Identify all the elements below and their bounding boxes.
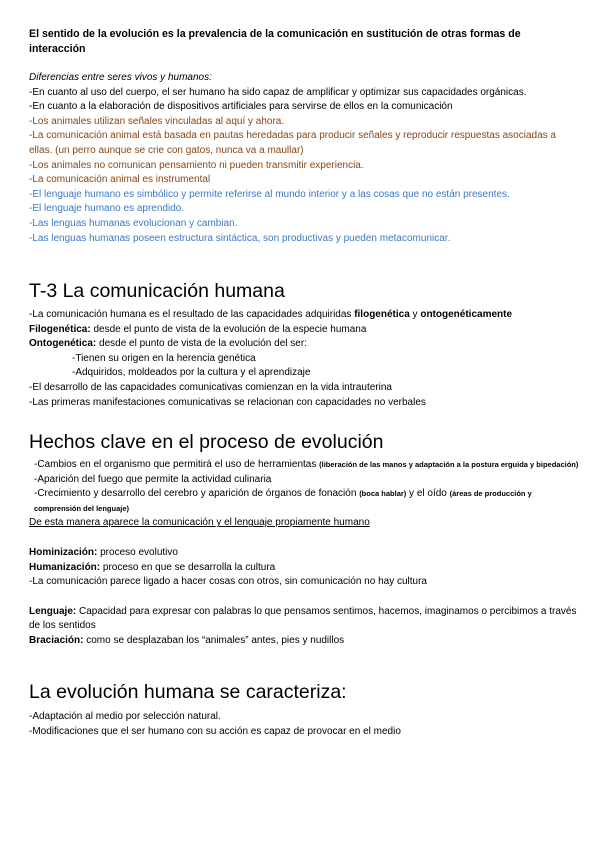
- hechos-line-cambios: [29, 458, 580, 473]
- difference-line: -En cuanto a la elaboración de dispositivos artificiales para servirse de ellos en la comunicación: [29, 101, 453, 113]
- t3-term-ontogeneticamente: ontogenéticamente: [420, 309, 513, 320]
- onto-term: Ontogenética:: [29, 338, 97, 350]
- differences-heading: Diferencias entre seres vivos y humanos:: [29, 72, 212, 83]
- hum-text: proceso en que se desarrolla la cultura: [100, 561, 276, 573]
- difference-line: -La comunicación animal está basada en pautas heredadas para producir señales y reproducir respuestas asociadas a ellas. (un perro aunque se crie con gatos, nunca va a maullar): [29, 130, 556, 156]
- difference-line: -Los animales no comunican pensamiento ni pueden transmitir experiencia.: [29, 159, 364, 171]
- document-title-block: [29, 27, 580, 57]
- hechos-l3-note2: (áreas de producción y comprensión del lenguaje): [34, 489, 532, 513]
- document-title: El sentido de la evolución es la prevalencia de la comunicación en sustitución de otras formas de interacción: [29, 28, 521, 55]
- def-lenguaje: [29, 605, 580, 634]
- def-humanizacion: [29, 561, 580, 576]
- t3-def-filogenetica: [29, 323, 580, 338]
- hechos-heading: Hechos clave en el proceso de evolución: [29, 431, 384, 453]
- difference-line: -El lenguaje humano es aprendido.: [29, 203, 185, 215]
- t3-def-ontogenetica: [29, 337, 580, 352]
- caracteriza-heading: La evolución humana se caracteriza:: [29, 681, 347, 703]
- hum-term: Humanización:: [29, 561, 101, 573]
- len-term: Lenguaje:: [29, 605, 77, 617]
- hechos-line-cerebro: [29, 487, 580, 516]
- difference-line: -El lenguaje humano es simbólico y permite referirse al mundo interior y a las cosas que no están presentes.: [29, 188, 510, 200]
- hechos-l3-text: -Crecimiento y desarrollo del cerebro y aparición de órganos de fonación: [34, 488, 360, 500]
- t3-heading: T-3 La comunicación humana: [29, 280, 285, 302]
- hom-text: proceso evolutivo: [97, 546, 178, 558]
- hechos-l3-mid: y el oído: [406, 488, 450, 500]
- t3-term-filogenetica: filogenética: [354, 309, 410, 320]
- hechos-section: [29, 430, 580, 649]
- filo-term: Filogenética:: [29, 323, 91, 335]
- brac-term: Braciación:: [29, 634, 84, 646]
- difference-line: -En cuanto al uso del cuerpo, el ser humano ha sido capaz de amplificar y optimizar sus capacidades orgánicas.: [29, 86, 527, 98]
- def-hominizacion: [29, 546, 580, 561]
- differences-section: [29, 71, 580, 246]
- hechos-l1-text: -Cambios en el organismo que permitirá el uso de herramientas: [34, 459, 320, 470]
- onto-sub-item: -Adquiridos, moldeados por la cultura y el aprendizaje: [72, 367, 311, 379]
- hechos-line-fuego: -Aparición del fuego que permite la actividad culinaria: [34, 473, 272, 485]
- t3-line1-prefix: -La comunicación humana es el resultado de las capacidades adquiridas: [29, 309, 355, 320]
- t3-line-desarrollo: -El desarrollo de las capacidades comunicativas comienzan en la vida intrauterina: [29, 381, 392, 393]
- filo-text: desde el punto de vista de la evolución de la especie humana: [90, 323, 367, 335]
- difference-line: -Las lenguas humanas poseen estructura sintáctica, son productivas y pueden metacomunicar.: [29, 232, 451, 244]
- t3-line-capacidades: [29, 308, 580, 323]
- onto-sub-item: -Tienen su origen en la herencia genética: [72, 352, 256, 364]
- len-text: Capacidad para expresar con palabras lo que pensamos sentimos, hacemos, imaginamos o percibimos a través de los sentidos: [29, 605, 577, 632]
- hechos-underline-statement: De esta manera aparece la comunicación y el lenguaje propiamente humano: [29, 517, 370, 529]
- t3-line-primeras: -Las primeras manifestaciones comunicativas se relacionan con capacidades no verbales: [29, 396, 426, 408]
- onto-text: desde el punto de vista de la evolución del ser:: [96, 338, 307, 350]
- def-braciacion: [29, 634, 580, 649]
- difference-line: -Los animales utilizan señales vinculadas al aquí y ahora.: [29, 115, 285, 127]
- t3-line1-mid: y: [409, 309, 421, 320]
- hechos-l1-note: (liberación de las manos y adaptación a la postura erguida y bipedación): [319, 460, 579, 469]
- t3-section: [29, 279, 580, 410]
- caracteriza-line: -Adaptación al medio por selección natural.: [29, 711, 221, 722]
- caracteriza-line: -Modificaciones que el ser humano con su acción es capaz de provocar en el medio: [29, 725, 401, 737]
- difference-line: -Las lenguas humanas evolucionan y cambian.: [29, 217, 238, 229]
- hechos-l3-note1: (boca hablar): [359, 489, 407, 499]
- brac-text: como se desplazaban los “animales” antes, pies y nudillos: [83, 634, 345, 646]
- hechos-line-comunicacion: -La comunicación parece ligado a hacer cosas con otros, sin comunicación no hay cultura: [29, 576, 427, 588]
- caracteriza-section: [29, 680, 580, 739]
- hom-term: Hominización:: [29, 546, 98, 558]
- difference-line: -La comunicación animal es instrumental: [29, 174, 211, 186]
